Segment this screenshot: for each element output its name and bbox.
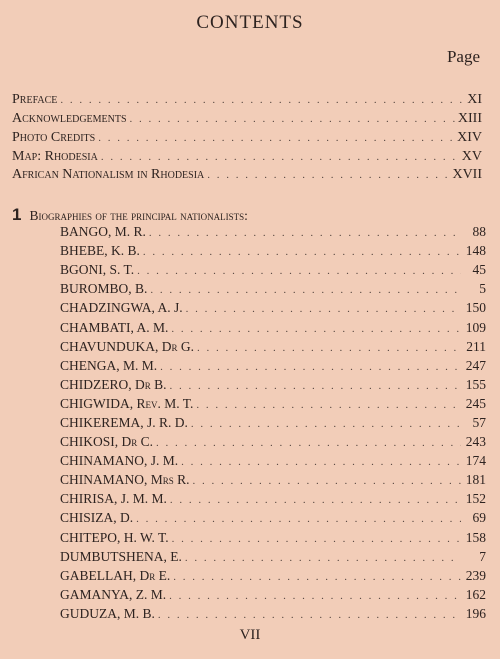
biography-page: 7 [479,549,486,564]
biography-entry[interactable] [60,262,486,280]
toc-entry-label: Acknowledgements [12,111,127,126]
section-heading[interactable] [12,205,482,225]
biography-name: CHIDZERO, Dr B. [60,377,167,392]
toc-entry-page: XI [467,92,482,107]
section-number: 1 [12,205,22,224]
dot-leader [193,475,461,487]
biography-name: CHIKEREMA, J. R. D. [60,415,188,430]
biography-name: CHIRISA, J. M. M. [60,491,167,506]
toc-entry-label: Preface [12,92,58,107]
biography-entry[interactable] [60,549,486,567]
toc-entry-label: Photo Credits [12,130,96,145]
dot-leader [196,399,461,411]
biography-entry[interactable] [60,606,486,624]
biography-name: CHINAMANO, J. M. [60,453,179,468]
dot-leader [173,571,461,583]
biography-name: CHINAMANO, Mrs R. [60,472,190,487]
biography-page: 158 [465,530,486,545]
biography-entry[interactable] [60,377,486,395]
dot-leader [136,513,461,525]
dot-leader [130,113,455,125]
biography-name: BANGO, M. R. [60,224,146,239]
biography-entry[interactable] [60,587,486,605]
dot-leader [185,552,461,564]
biography-name: CHADZINGWA, A. J. [60,300,183,315]
dot-leader [171,323,461,335]
dot-leader [143,246,461,258]
dot-leader [207,169,449,181]
biography-page: 196 [465,606,486,621]
biography-entry[interactable] [60,415,486,433]
biography-page: 245 [465,396,486,411]
dot-leader [172,533,461,545]
dot-leader [197,342,461,354]
biography-name: CHIGWIDA, Rev. M. T. [60,396,194,411]
toc-entry-photo-credits[interactable] [12,130,482,148]
biography-entry[interactable] [60,530,486,548]
toc-entry-label: Map: Rhodesia [12,149,98,164]
dot-leader [60,94,464,106]
biography-page: 155 [465,377,486,392]
biography-name: CHENGA, M. M. [60,358,158,373]
biography-name: CHIKOSI, Dr C. [60,434,154,449]
toc-entry-acknowledgements[interactable] [12,111,482,129]
dot-leader [181,456,461,468]
biography-name: GUDUZA, M. B. [60,606,155,621]
dot-leader [156,437,461,449]
dot-leader [186,303,461,315]
biography-name: CHITEPO, H. W. T. [60,530,169,545]
dot-leader [191,418,461,430]
biography-name: CHAVUNDUKA, Dr G. [60,339,195,354]
biography-page: 45 [472,262,486,277]
biography-entry[interactable] [60,224,486,242]
dot-leader [169,590,461,602]
dot-leader [101,151,459,163]
biography-name: BUROMBO, B. [60,281,148,296]
biography-entry[interactable] [60,472,486,490]
toc-entry-preface[interactable] [12,92,482,110]
page-title: CONTENTS [196,12,304,33]
biography-entry[interactable] [60,339,486,357]
dot-leader [170,380,461,392]
biography-name: GABELLAH, Dr E. [60,568,171,583]
biography-page: 162 [465,587,486,602]
biography-page: 181 [465,472,486,487]
toc-entry-page: XVII [452,167,482,182]
biography-name: CHAMBATI, A. M. [60,320,169,335]
biography-page: 109 [465,320,486,335]
biography-entry[interactable] [60,453,486,471]
biography-page: 148 [465,243,486,258]
dot-leader [150,284,461,296]
biography-name: CHISIZA, D. [60,510,134,525]
biography-page: 152 [465,491,486,506]
dot-leader [170,494,461,506]
biography-entry[interactable] [60,300,486,318]
toc-entry-page: XIV [457,130,482,145]
biography-entry[interactable] [60,396,486,414]
toc-entry-page: XV [461,149,482,164]
biography-name: GAMANYA, Z. M. [60,587,167,602]
toc-entry-map[interactable] [12,149,482,167]
biography-page: 5 [479,281,486,296]
biography-entry[interactable] [60,434,486,452]
biography-entry[interactable] [60,243,486,261]
biography-entry[interactable] [60,510,486,528]
biography-entry[interactable] [60,281,486,299]
section-title: Biographies of the principal nationalists: [29,208,248,223]
biography-entry[interactable] [60,320,486,338]
biography-page: 243 [465,434,486,449]
page-number: VII [239,627,261,643]
biography-name: DUMBUTSHENA, E. [60,549,182,564]
biography-page: 247 [465,358,486,373]
biography-page: 239 [465,568,486,583]
biography-page: 174 [465,453,486,468]
dot-leader [137,265,461,277]
dot-leader [98,132,454,144]
biography-page: 150 [465,300,486,315]
biography-page: 69 [472,510,486,525]
biography-name: BHEBE, K. B. [60,243,140,258]
biography-entry[interactable] [60,358,486,376]
page-column-label: Page [446,47,480,66]
biography-name: BGONI, S. T. [60,262,135,277]
toc-entry-african-nationalism[interactable] [12,167,482,185]
dot-leader [158,609,461,621]
dot-leader [160,361,461,373]
toc-entry-page: XIII [457,111,482,126]
biography-entry[interactable] [60,491,486,509]
dot-leader [149,227,461,239]
toc-entry-label: African Nationalism in Rhodesia [12,167,205,182]
biography-page: 88 [472,224,486,239]
biography-entry[interactable] [60,568,486,586]
biography-page: 211 [466,339,486,354]
biography-page: 57 [472,415,486,430]
